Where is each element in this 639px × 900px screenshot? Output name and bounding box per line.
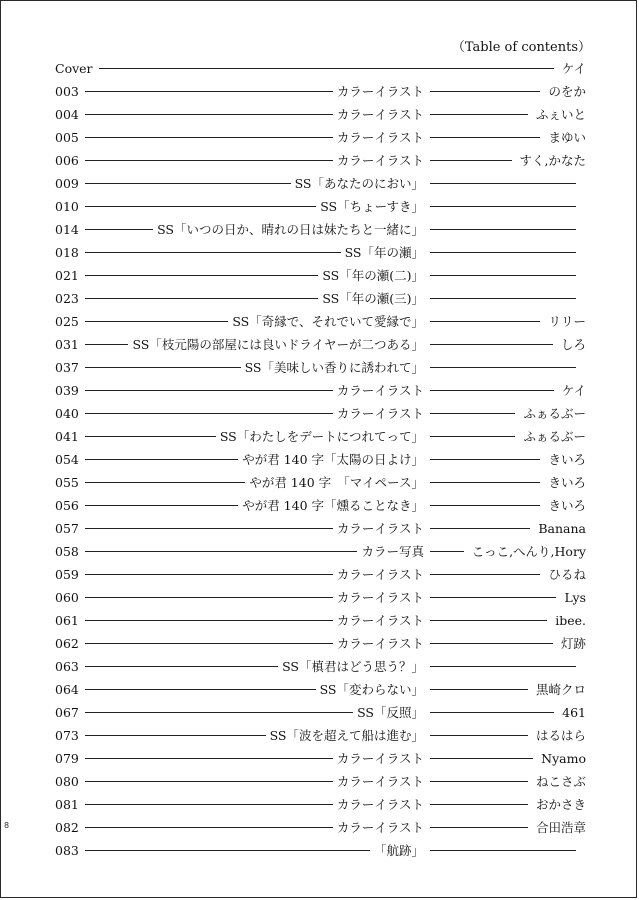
toc-entry [55,609,588,632]
leader-line [430,574,540,575]
entry-title: SS「いつの日か、晴れの日は妹たちと一緒に」 [155,218,426,241]
entry-title: SS「年の瀬」 [343,241,426,264]
entry-page-number: 054 [55,452,79,467]
toc-entry [55,494,588,517]
entry-title: SS「波を超えて船は進む」 [268,724,426,747]
entry-page-number: 009 [55,176,79,191]
leader-line [85,367,241,368]
entry-author: きいろ [548,498,586,513]
leader-line [430,229,576,230]
entry-page-number: 004 [55,107,79,122]
entry-page-number: 064 [55,682,79,697]
toc-entry [55,356,588,379]
toc-entry [55,632,588,655]
entry-page-number: 083 [55,843,79,858]
toc-entry [55,287,588,310]
leader-line [430,689,528,690]
toc-entry [55,218,588,241]
leader-line [430,275,576,276]
entry-author: リリー [548,314,586,329]
leader-line [430,712,554,713]
entry-author: ふぁるぶー [523,406,586,421]
entry-page-number: 057 [55,521,79,536]
leader-line [430,735,528,736]
entry-author: ねこさぶ [535,774,586,789]
entry-author: 黒崎クロ [535,682,586,697]
leader-line [85,229,153,230]
toc-entry [55,540,588,563]
leader-line [430,436,515,437]
entry-page-number: 060 [55,590,79,605]
entry-page-number: 025 [55,314,79,329]
toc-entry [55,57,588,80]
entry-author: ibee. [555,613,586,628]
toc-entry [55,448,588,471]
leader-line [430,114,528,115]
toc-entry [55,724,588,747]
leader-line [430,390,554,391]
leader-line [430,643,553,644]
entry-page-number: 063 [55,659,79,674]
entry-page-number: 056 [55,498,79,513]
leader-line [430,367,576,368]
entry-author: ケイ [561,61,586,76]
leader-line [85,160,333,161]
leader-line [85,643,333,644]
entry-page-number: 037 [55,360,79,375]
leader-line [85,758,333,759]
leader-line [85,850,370,851]
entry-page-number: 014 [55,222,79,237]
leader-line [85,275,318,276]
leader-line [430,298,576,299]
toc-entry [55,126,588,149]
entry-title: カラーイラスト [335,126,426,149]
toc-entry [55,471,588,494]
leader-line [85,666,278,667]
entry-author: ひるね [548,567,586,582]
entry-author: 461 [562,705,586,720]
entry-title: SS「年の瀬(三)」 [320,287,426,310]
leader-line [85,298,318,299]
entry-author: のをか [548,84,586,99]
entry-author: ふぇいと [535,107,586,122]
entry-page-number: 079 [55,751,79,766]
entry-title: やが君 140 字「燻ることなき」 [240,494,426,517]
entry-title: カラーイラスト [335,747,426,770]
toc-entry [55,103,588,126]
leader-line [430,206,576,207]
leader-line [430,183,576,184]
entry-page-number: Cover [55,61,93,76]
entry-page-number: 003 [55,84,79,99]
entry-page-number: 055 [55,475,79,490]
entry-title: やが君 140 字 「マイペース」 [247,471,426,494]
entry-title: SS「年の瀬(二)」 [320,264,426,287]
leader-line [85,827,333,828]
toc-entry [55,241,588,264]
leader-line [85,712,353,713]
entry-author: ケイ [561,383,586,398]
entry-page-number: 005 [55,130,79,145]
entry-title: カラーイラスト [335,103,426,126]
entry-title: SS「あなたのにおい」 [293,172,426,195]
entry-page-number: 082 [55,820,79,835]
entry-author: おかさき [535,797,586,812]
leader-line [85,91,333,92]
leader-line [85,137,333,138]
entry-title: カラーイラスト [335,586,426,609]
toc-entry [55,701,588,724]
toc-entry [55,149,588,172]
leader-line [85,183,291,184]
leader-line [430,91,540,92]
toc-entry [55,816,588,839]
toc-entry [55,839,588,862]
entry-title: カラーイラスト [335,632,426,655]
entry-author: きいろ [548,475,586,490]
leader-line [430,551,464,552]
entry-title: やが君 140 字「太陽の日よけ」 [240,448,426,471]
leader-line [85,620,333,621]
leader-line [430,505,540,506]
leader-line [430,459,540,460]
leader-line [430,666,576,667]
entry-title: カラーイラスト [335,609,426,632]
entry-author: すく,かなた [519,153,586,168]
entry-title: SS「変わらない」 [318,678,426,701]
leader-line [85,413,333,414]
entry-author: きいろ [548,452,586,467]
entry-page-number: 073 [55,728,79,743]
entry-title: SS「美味しい香りに誘われて」 [243,356,426,379]
entry-title: SS「反照」 [355,701,426,724]
entry-page-number: 062 [55,636,79,651]
entry-author: 合田浩章 [535,820,586,835]
toc-entry [55,172,588,195]
toc-entry [55,793,588,816]
toc-entry [55,195,588,218]
entry-title: カラーイラスト [335,816,426,839]
toc-entry [55,402,588,425]
leader-line [85,344,128,345]
entry-author: ふぁるぶー [523,429,586,444]
leader-line [430,620,547,621]
entry-page-number: 031 [55,337,79,352]
entry-page-number: 018 [55,245,79,260]
leader-line [430,597,556,598]
entry-page-number: 058 [55,544,79,559]
toc-list [55,57,588,862]
leader-line [430,137,540,138]
entry-author: 灯跡 [560,636,586,651]
toc-entry [55,517,588,540]
leader-line [430,850,576,851]
entry-title: SS「ちょーすき」 [318,195,426,218]
leader-line [85,528,333,529]
leader-line [85,482,245,483]
entry-page-number: 059 [55,567,79,582]
entry-title: カラーイラスト [335,402,426,425]
leader-line [85,436,216,437]
entry-page-number: 080 [55,774,79,789]
entry-title: カラーイラスト [335,793,426,816]
entry-author: はるはら [535,728,586,743]
leader-line [85,597,333,598]
entry-author: まゆい [548,130,586,145]
entry-page-number: 021 [55,268,79,283]
entry-page-number: 061 [55,613,79,628]
entry-title: カラーイラスト [335,149,426,172]
toc-heading: （Table of contents） [451,40,591,55]
toc-entry [55,586,588,609]
leader-line [85,804,333,805]
leader-line [85,206,316,207]
leader-line [430,482,540,483]
leader-line [430,344,553,345]
leader-line [430,781,528,782]
entry-title: カラーイラスト [335,517,426,540]
leader-line [85,114,333,115]
leader-line [85,459,238,460]
margin-page-number: 8 [4,821,10,830]
leader-line [430,758,533,759]
leader-line [85,321,228,322]
entry-title: カラーイラスト [335,80,426,103]
entry-page-number: 081 [55,797,79,812]
entry-page-number: 067 [55,705,79,720]
toc-entry [55,747,588,770]
entry-author: こっこ,へんり,Hory [471,544,586,559]
entry-title: SS「わたしをデートにつれてって」 [218,425,426,448]
entry-title: カラー写真 [359,540,426,563]
entry-title: カラーイラスト [335,379,426,402]
entry-page-number: 023 [55,291,79,306]
leader-line [430,413,515,414]
entry-page-number: 006 [55,153,79,168]
leader-line [85,252,341,253]
leader-line [85,781,333,782]
leader-line [430,160,512,161]
toc-entry [55,678,588,701]
entry-author: Banana [538,521,586,536]
toc-entry [55,333,588,356]
entry-author: Lys [564,590,586,605]
entry-title: 「航跡」 [372,839,426,862]
toc-entry [55,379,588,402]
entry-page-number: 039 [55,383,79,398]
leader-line [430,528,530,529]
toc-entry [55,770,588,793]
leader-line [85,689,316,690]
leader-line [85,574,333,575]
entry-title: カラーイラスト [335,770,426,793]
leader-line [85,735,266,736]
entry-page-number: 040 [55,406,79,421]
toc-entry [55,80,588,103]
leader-line [85,505,238,506]
entry-page-number: 010 [55,199,79,214]
entry-title: SS「枝元陽の部屋には良いドライヤーが二つある」 [130,333,426,356]
entry-title: SS「奇縁で、それでいて愛縁で」 [230,310,426,333]
leader-line [430,827,528,828]
entry-author: しろ [560,337,586,352]
entry-title: カラーイラスト [335,563,426,586]
leader-line [99,68,554,69]
leader-line [430,321,540,322]
toc-entry [55,264,588,287]
entry-title: SS「槙君はどう思う？」 [280,655,426,678]
leader-line [430,804,528,805]
leader-line [85,551,357,552]
entry-page-number: 041 [55,429,79,444]
toc-entry [55,310,588,333]
toc-entry [55,425,588,448]
entry-author: Nyamo [541,751,586,766]
toc-entry [55,563,588,586]
leader-line [430,252,576,253]
toc-entry [55,655,588,678]
leader-line [85,390,333,391]
